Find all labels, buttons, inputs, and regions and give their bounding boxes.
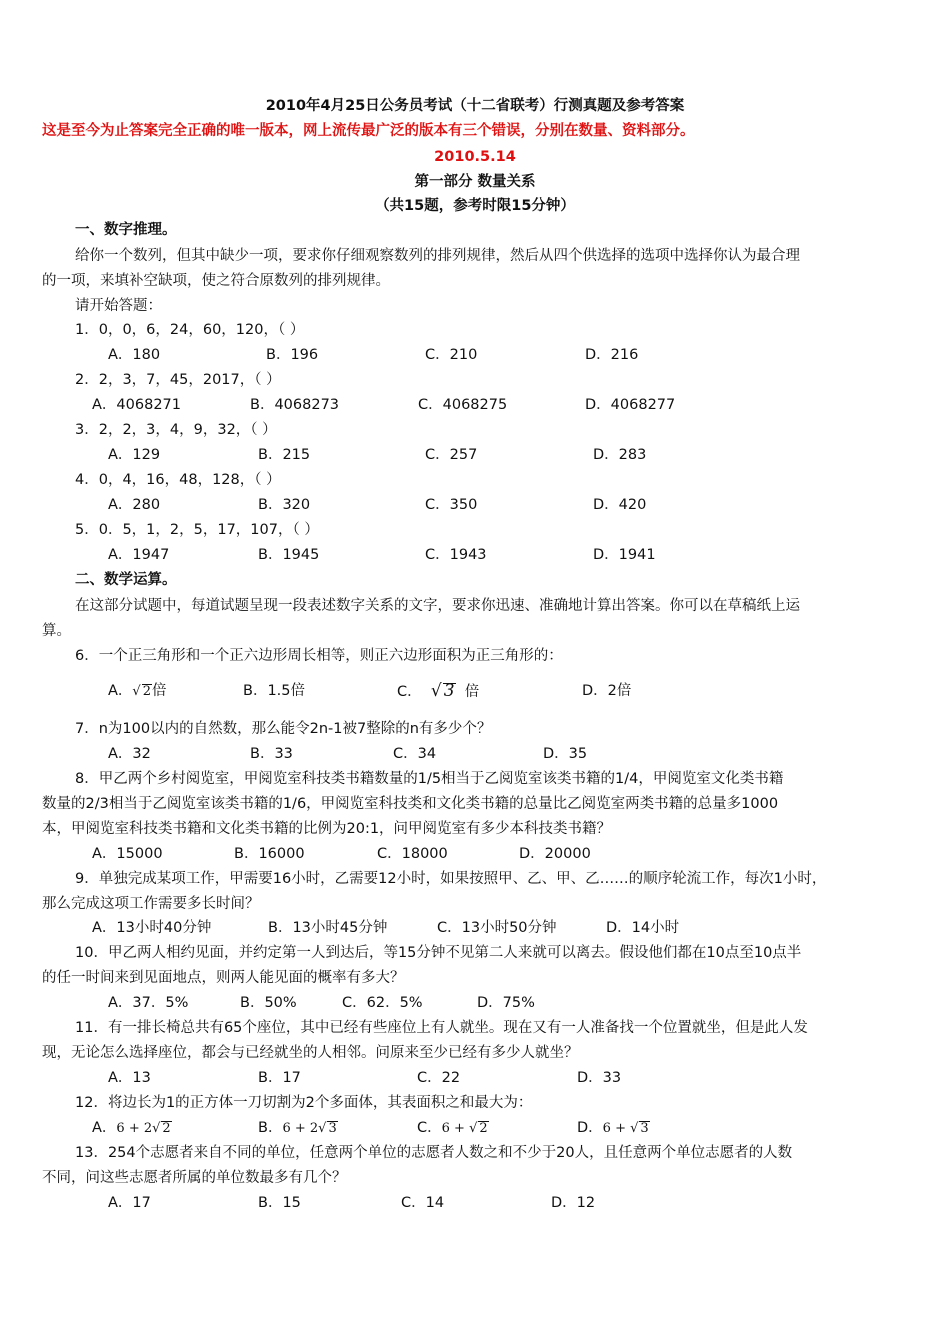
q7-option-a: A．32	[108, 746, 151, 762]
q4-option-d: D．420	[593, 497, 647, 513]
doc-date: 2010.5.14	[434, 149, 516, 165]
section1-intro-line2: 的一项，来填补空缺项，使之符合原数列的排列规律。	[42, 273, 390, 289]
q12-option-a	[92, 1118, 172, 1139]
q10-option-a: A．37．5%	[108, 995, 189, 1011]
question-3-stem: 3．2，2，3，4，9，32，（ ）	[75, 422, 277, 438]
q8-option-a: A．15000	[92, 846, 163, 862]
q7-option-b: B．33	[250, 746, 293, 762]
q6-option-c-radicand: 3	[443, 681, 455, 701]
q12-option-b-prefix: 6 + 2	[282, 1121, 319, 1136]
q2-option-d: D．4068277	[585, 397, 676, 413]
q11-option-b: B．17	[258, 1070, 301, 1086]
question-6-stem: 6．一个正三角形和一个正六边形周长相等，则正六边形面积为正三角形的：	[75, 648, 563, 664]
q11-option-a: A．13	[108, 1070, 151, 1086]
question-4-stem: 4．0，4，16，48，128，（ ）	[75, 472, 281, 488]
q6-option-d: D．2倍	[582, 683, 632, 699]
q10-option-d: D．75%	[477, 995, 535, 1011]
question-10-line2: 的任一时间来到见面地点，则两人能见面的概率有多大？	[42, 970, 405, 986]
q4-option-b: B．320	[258, 497, 311, 513]
q11-option-d: D．33	[577, 1070, 622, 1086]
q6-option-c-label: C．	[397, 684, 422, 700]
q7-option-c: C．34	[393, 746, 437, 762]
sqrt-symbol: √	[430, 681, 442, 701]
doc-title: 2010年4月25日公务员考试（十二省联考）行测真题及参考答案	[265, 98, 685, 114]
q2-option-b: B．4068273	[250, 397, 340, 413]
q6-option-c-suffix: 倍	[464, 684, 480, 700]
question-2-stem: 2．2，3，7，45，2017，（ ）	[75, 372, 281, 388]
q12-option-c-prefix: 6 +	[441, 1121, 470, 1136]
q13-option-c: C．14	[401, 1195, 445, 1211]
q13-option-b: B．15	[258, 1195, 301, 1211]
q6-option-a	[108, 681, 167, 702]
q10-option-c: C．62．5%	[342, 995, 423, 1011]
q12-option-a-prefix: 6 + 2	[116, 1121, 153, 1136]
q4-option-c: C．350	[425, 497, 478, 513]
question-8-line1: 8．甲乙两个乡村阅览室，甲阅览室科技类书籍数量的1/5相当于乙阅览室该类书籍的1/4，甲阅览室文化类书籍	[75, 771, 784, 787]
q9-option-a: A．13小时40分钟	[92, 920, 212, 936]
q12-option-a-label: A．	[92, 1120, 117, 1136]
sqrt-symbol: √	[630, 1121, 639, 1136]
q8-option-c: C．18000	[377, 846, 448, 862]
q3-option-b: B．215	[258, 447, 311, 463]
q6-option-b: B．1.5倍	[243, 683, 306, 699]
question-11-line2: 现，无论怎么选择座位，都会与已经就坐的人相邻。问原来至少已经有多少人就坐？	[42, 1045, 579, 1061]
question-10-line1: 10．甲乙两人相约见面，并约定第一人到达后，等15分钟不见第二人来就可以离去。假设他们都在10点至10点半	[75, 945, 802, 961]
q1-option-d: D．216	[585, 347, 639, 363]
q12-option-d-prefix: 6 +	[602, 1121, 631, 1136]
q3-option-d: D．283	[593, 447, 647, 463]
q12-option-c-radicand: 2	[479, 1121, 488, 1136]
q9-option-d: D．14小时	[606, 920, 680, 936]
question-13-line2: 不同，问这些志愿者所属的单位数最多有几个？	[42, 1170, 347, 1186]
q5-option-c: C．1943	[425, 547, 487, 563]
sqrt-symbol: √	[318, 1121, 327, 1136]
section1-intro-line1: 给你一个数列，但其中缺少一项，要求你仔细观察数列的排列规律，然后从四个供选择的选项中选择你认为最合理	[75, 248, 800, 264]
notice-line: 这是至今为止答案完全正确的唯一版本，网上流传最广泛的版本有三个错误，分别在数量、资料部分。	[42, 123, 695, 139]
q10-option-b: B．50%	[240, 995, 297, 1011]
q12-option-b-radicand: 3	[328, 1121, 337, 1136]
q13-option-a: A．17	[108, 1195, 151, 1211]
q1-option-c: C．210	[425, 347, 478, 363]
q12-option-d-label: D．	[577, 1120, 603, 1136]
q3-option-c: C．257	[425, 447, 478, 463]
q2-option-c: C．4068275	[418, 397, 508, 413]
sqrt-symbol: √	[132, 684, 141, 699]
sqrt-symbol: √	[469, 1121, 478, 1136]
q6-option-a-label: A．	[108, 683, 133, 699]
q7-option-d: D．35	[543, 746, 588, 762]
q12-option-b-label: B．	[258, 1120, 283, 1136]
q3-option-a: A．129	[108, 447, 161, 463]
question-9-line1: 9．单独完成某项工作，甲需要16小时，乙需要12小时，如果按照甲、乙、甲、乙……的顺序轮流工作，每次1小时，	[75, 871, 827, 887]
question-13-line1: 13．254个志愿者来自不同的单位，任意两个单位的志愿者人数之和不少于20人，且任意两个单位志愿者的人数	[75, 1145, 793, 1161]
question-9-line2: 那么完成这项工作需要多长时间？	[42, 896, 260, 912]
question-7-stem: 7．n为100以内的自然数，那么能令2n-1被7整除的n有多少个？	[75, 721, 492, 737]
q2-option-a: A．4068271	[92, 397, 181, 413]
question-8-line3: 本，甲阅览室科技类书籍和文化类书籍的比例为20:1，问甲阅览室有多少本科技类书籍？	[42, 821, 612, 837]
section2-heading: 二、数学运算。	[75, 572, 177, 588]
part-note: （共15题，参考时限15分钟）	[375, 198, 575, 214]
q6-option-a-radicand: 2	[142, 684, 151, 699]
section2-intro-line1: 在这部分试题中，每道试题呈现一段表述数字关系的文字，要求你迅速、准确地计算出答案。你可以在草稿纸上运	[75, 598, 800, 614]
q8-option-d: D．20000	[519, 846, 591, 862]
q6-option-a-suffix: 倍	[152, 683, 167, 699]
q13-option-d: D．12	[551, 1195, 596, 1211]
q1-option-b: B．196	[266, 347, 319, 363]
q12-option-a-radicand: 2	[162, 1121, 171, 1136]
q9-option-c: C．13小时50分钟	[437, 920, 557, 936]
q12-option-d	[577, 1118, 650, 1139]
question-1-stem: 1．0，0，6，24，60，120，（ ）	[75, 322, 305, 338]
q6-option-c	[397, 681, 479, 702]
question-12-stem: 12．将边长为1的正方体一刀切割为2个多面体，其表面积之和最大为：	[75, 1095, 533, 1111]
section2-intro-line2: 算。	[42, 623, 71, 639]
q8-option-b: B．16000	[234, 846, 305, 862]
question-8-line2: 数量的2/3相当于乙阅览室该类书籍的1/6，甲阅览室科技类和文化类书籍的总量比乙阅览室两类书籍的总量多1000	[42, 796, 779, 812]
q12-option-c	[417, 1118, 489, 1139]
sqrt-symbol: √	[152, 1121, 161, 1136]
q11-option-c: C．22	[417, 1070, 461, 1086]
section1-heading: 一、数字推理。	[75, 222, 177, 238]
q5-option-b: B．1945	[258, 547, 320, 563]
question-11-line1: 11．有一排长椅总共有65个座位，其中已经有些座位上有人就坐。现在又有一人准备找一个位置就坐，但是此人发	[75, 1020, 808, 1036]
part-title: 第一部分 数量关系	[414, 174, 536, 190]
q9-option-b: B．13小时45分钟	[268, 920, 388, 936]
q12-option-d-radicand: 3	[640, 1121, 649, 1136]
q12-option-b	[258, 1118, 338, 1139]
q1-option-a: A．180	[108, 347, 161, 363]
q4-option-a: A．280	[108, 497, 161, 513]
section1-start: 请开始答题：	[75, 298, 162, 314]
question-5-stem: 5．0．5，1，2，5，17，107，（ ）	[75, 522, 319, 538]
q5-option-a: A．1947	[108, 547, 170, 563]
q12-option-c-label: C．	[417, 1120, 442, 1136]
q5-option-d: D．1941	[593, 547, 656, 563]
